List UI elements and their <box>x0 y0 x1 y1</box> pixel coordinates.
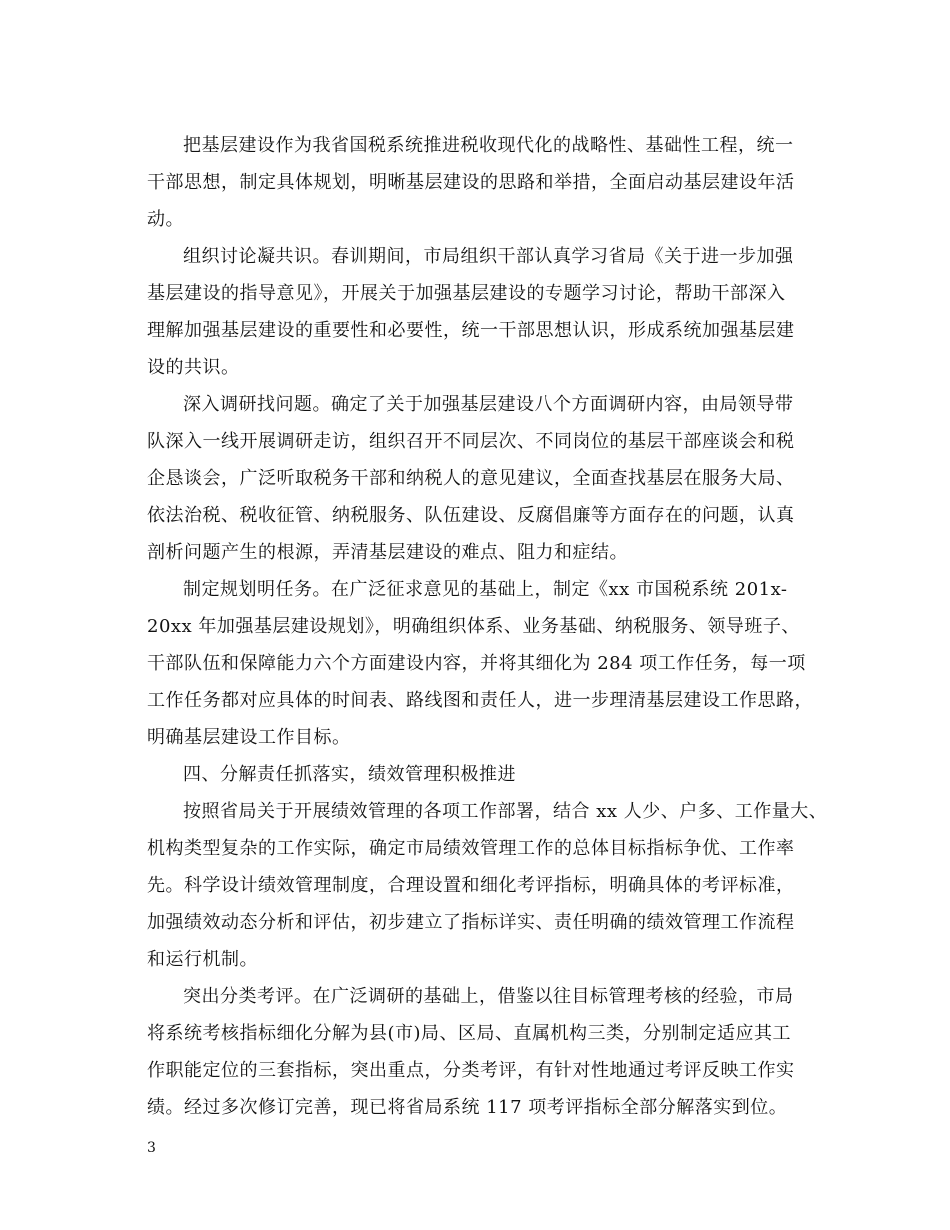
paragraph-3 <box>147 386 827 571</box>
paragraph-1 <box>147 127 827 238</box>
text-line: 干部队伍和保障能力六个方面建设内容，并将其细化为 284 项工作任务，每一项 <box>147 653 806 674</box>
text-line: 组织讨论凝共识。春训期间，市局组织干部认真学习省局《关于进一步加强 <box>183 246 794 267</box>
text-line: 依法治税、税收征管、纳税服务、队伍建设、反腐倡廉等方面存在的问题，认真 <box>147 505 795 526</box>
text-line: 动。 <box>147 209 184 230</box>
paragraph-2 <box>147 238 827 386</box>
text-line: 和运行机制。 <box>147 949 258 970</box>
text-line: 先。科学设计绩效管理制度，合理设置和细化考评指标，明确具体的考评标准， <box>147 875 795 896</box>
text-line: 设的共识。 <box>147 357 240 378</box>
document-body <box>147 127 827 1126</box>
text-line: 队深入一线开展调研走访，组织召开不同层次、不同岗位的基层干部座谈会和税 <box>147 431 795 452</box>
text-line: 作职能定位的三套指标，突出重点，分类考评，有针对性地通过考评反映工作实 <box>147 1060 795 1081</box>
text-line: 把基层建设作为我省国税系统推进税收现代化的战略性、基础性工程，统一 <box>183 135 794 156</box>
heading-line: 四、分解责任抓落实，绩效管理积极推进 <box>183 764 516 785</box>
text-line: 深入调研找问题。确定了关于加强基层建设八个方面调研内容，由局领导带 <box>183 394 794 415</box>
text-line: 绩。经过多次修订完善，现已将省局系统 117 项考评指标全部分解落实到位。 <box>147 1097 788 1118</box>
text-line: 理解加强基层建设的重要性和必要性，统一干部思想认识，形成系统加强基层建 <box>147 320 795 341</box>
section-heading <box>147 756 827 793</box>
text-line: 明确基层建设工作目标。 <box>147 727 351 748</box>
text-line: 将系统考核指标细化分解为县(市)局、区局、直属机构三类，分别制定适应其工 <box>147 1023 792 1044</box>
text-line: 突出分类考评。在广泛调研的基础上，借鉴以往目标管理考核的经验，市局 <box>183 986 794 1007</box>
page-number: 3 <box>147 1140 156 1156</box>
text-line: 工作任务都对应具体的时间表、路线图和责任人，进一步理清基层建设工作思路， <box>147 690 813 711</box>
paragraph-4 <box>147 571 827 756</box>
text-line: 干部思想，制定具体规划，明晰基层建设的思路和举措，全面启动基层建设年活 <box>147 172 795 193</box>
paragraph-5 <box>147 793 827 978</box>
text-line: 基层建设的指导意见》，开展关于加强基层建设的专题学习讨论，帮助干部深入 <box>147 283 786 304</box>
text-line: 加强绩效动态分析和评估，初步建立了指标详实、责任明确的绩效管理工作流程 <box>147 912 795 933</box>
text-line: 剖析问题产生的根源，弄清基层建设的难点、阻力和症结。 <box>147 542 628 563</box>
text-line: 20xx 年加强基层建设规划》，明确组织体系、业务基础、纳税服务、领导班子、 <box>147 616 800 637</box>
text-line: 机构类型复杂的工作实际，确定市局绩效管理工作的总体目标指标争优、工作率 <box>147 838 795 859</box>
text-line: 企恳谈会，广泛听取税务干部和纳税人的意见建议，全面查找基层在服务大局、 <box>147 468 795 489</box>
text-line: 制定规划明任务。在广泛征求意见的基础上，制定《xx 市国税系统 201x- <box>183 579 788 600</box>
paragraph-6 <box>147 978 827 1126</box>
text-line: 按照省局关于开展绩效管理的各项工作部署，结合 xx 人少、户多、工作量大、 <box>183 801 828 822</box>
